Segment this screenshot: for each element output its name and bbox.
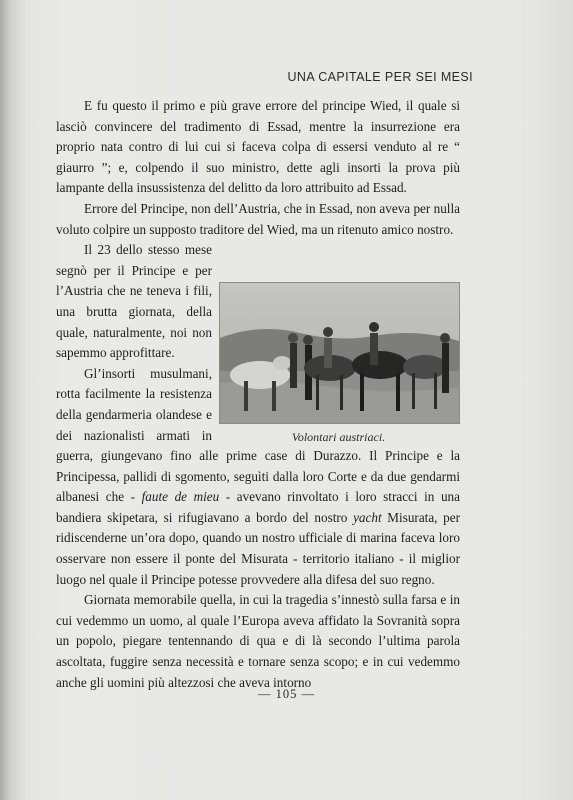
paragraph-4-part-1: Gl’insorti musulmani, rotta facilmente la resistenza della gendarmeria olandese e dei nazionalisti armati in guerra, giungevano fino alle prime case di Durazzo. Il Principe e la Principessa, pallidi di sgomento, seguìti dalla loro Corte e da due gendarmi albanesi che - [56,365,460,505]
italic-yacht: yacht [353,509,382,525]
figure [219,282,458,452]
photograph-drawing [220,283,459,423]
running-head: UNA CAPITALE PER SEI MESI [287,70,473,84]
italic-faute-de-mieu: faute de mieu [141,489,220,505]
page-number: — 105 — [258,687,315,701]
photograph [219,282,460,424]
paragraph-4-part-3: Misurata, per ridiscenderne un’ora dopo, quando un nostro ufficiale di marina faceva loro osservare non essere il ponte del Misurata - territorio italiano - il miglior luogo nel quale il Principe potesse provvedere alla difesa del suo regno. [56,509,461,587]
paragraph-3: Il 23 dello stesso mese segnò per il Principe e per l’Austria che ne teneva i fili, una brutta giornata, della quale, naturalmente, noi non sapemmo approfittare. [56,242,212,361]
paragraph-4-part-2: - avevano rinvoltato i loro stracci in una bandiera skipetara, si rifugiavano a bordo del nostro [56,489,461,525]
paragraph-5: Giornata memorabile quella, in cui la tragedia s’innestò sulla farsa e in cui vedemmo un uomo, al quale l’Europa aveva affidato la Sovranità sopra un popolo, piegare tentennando di qua e di là secondo l’ultima parola ascoltata, fuggire senza necessità e tornare senza scopo; e in cui vedemmo anche gli uomini più altezzosi che aveva intorno [56,592,460,690]
paragraph-1: E fu questo il primo e più grave errore del principe Wied, il quale si lasciò convincere del tradimento di Essad, mentre la insurrezione era proprio nata contro di lui cui si faceva colpa di essersi venduto al re “ giaurro ”; e, colpendo il suo ministro, dette agli insorti la prova più lampante della insussistenza del delitto da loro attribuito ad Essad. [56,98,460,196]
figure-caption: Volontari austriaci. [291,430,386,444]
paragraph-2: Errore del Principe, non dell’Austria, che in Essad, non aveva per nulla voluto colpire un supposto traditore del Wied, ma un ritenuto amico nostro. [56,200,460,237]
